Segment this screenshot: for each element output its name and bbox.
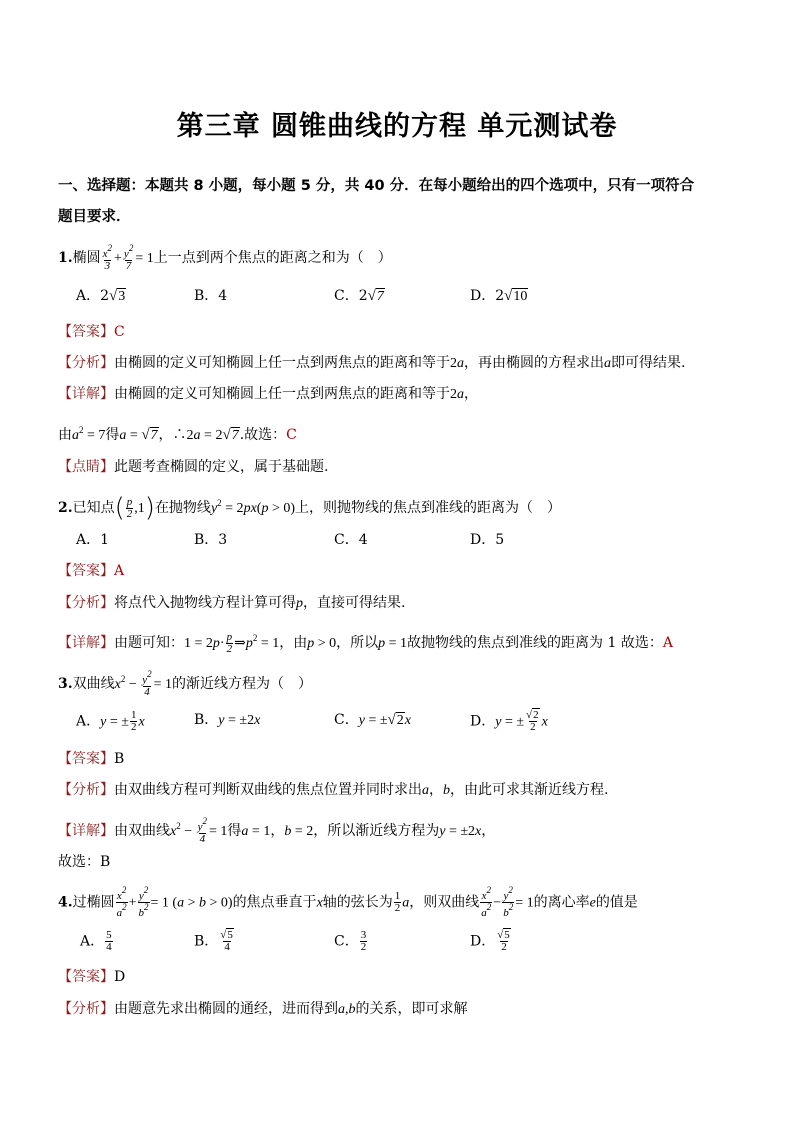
analysis-line: 【分析】将点代入抛物线方程计算可得p，直接可得结果. — [58, 595, 406, 611]
option-d[interactable]: D．y = ± $\frac{√2}{2}$ x — [470, 709, 548, 733]
option-b[interactable]: B． $\frac{√5}{4}$ — [194, 929, 233, 953]
option-b[interactable]: B．y = ±2x — [194, 712, 261, 728]
detail-line-2: 由$a^2 = 7$得a = √7，∴2a = 2√7.故选：C — [58, 425, 297, 443]
detail-line: 【详解】由双曲线$x^2$ − $\frac{y^2}{4}$ = 1得a = 1，b = 2，所以渐近线方程为y = ±2x， — [58, 816, 496, 845]
math-fraction: $\frac{x^2}{3}$ — [102, 243, 113, 272]
option-c[interactable]: C．2√7 — [334, 288, 384, 304]
option-b[interactable]: B．3 — [194, 532, 228, 548]
answer-line: 【答案】D — [58, 969, 126, 985]
option-a[interactable]: A．y = ± $\frac{1}{2}$ x — [76, 709, 145, 733]
option-d[interactable]: D．2√10 — [470, 288, 528, 304]
section-heading-line1: 一、选择题：本题共 8 小题，每小题 5 分，共 40 分．在每小题给出的四个选项中，只有一项符合 — [58, 178, 695, 194]
math-fraction: $\frac{y^2}{7}$ — [123, 243, 134, 272]
option-c[interactable]: C． $\frac{3}{2}$ — [334, 929, 367, 953]
option-d[interactable]: D．5 — [470, 532, 505, 548]
option-c[interactable]: C．y = ±√2x — [334, 712, 411, 728]
page-title: 第三章 圆锥曲线的方程 单元测试卷 — [176, 111, 618, 142]
question-number: 2. — [58, 500, 73, 516]
answer-line: 【答案】A — [58, 563, 125, 579]
option-a[interactable]: A．2√3 — [76, 288, 126, 304]
note-line: 【点睛】此题考查椭圆的定义，属于基础题. — [58, 459, 329, 475]
answer-line: 【答案】C — [58, 324, 125, 340]
question-number: 3. — [58, 676, 73, 692]
analysis-line: 【分析】由题意先求出椭圆的通经，进而得到a,b的关系，即可求解 — [58, 1001, 468, 1017]
answer-line: 【答案】B — [58, 751, 125, 767]
analysis-line: 【分析】由双曲线方程可判断双曲线的焦点位置并同时求出a，b，由此可求其渐近线方程. — [58, 782, 609, 798]
detail-line: 【详解】由题可知：1 = 2p· $\frac{p}{2}$ $\Rightarrow p^2 = 1$，由p > 0，所以p = 1故抛物线的焦点到准线的距离为 1 故选：A — [58, 630, 673, 655]
question-3: 3.双曲线$x^2$ − $\frac{y^2}{4}$ = 1的渐近线方程为（ ） — [58, 669, 313, 698]
detail-line: 【详解】由椭圆的定义可知椭圆上任一点到两焦点的距离和等于2a， — [58, 386, 478, 402]
question-4: 4.过椭圆 $\frac{x^2}{a^2}$ + $\frac{y^2}{b^2}$ = 1 (a > b > 0)的焦点垂直于x轴的弦长为 $\frac{1}{2}$ a，则双曲线 $\frac{x^2}{a^2}$ − $\frac{y^2}{b^2}$ = 1的离心率e的值是 — [58, 885, 638, 919]
analysis-line: 【分析】由椭圆的定义可知椭圆上任一点到两焦点的距离和等于2a，再由椭圆的方程求出a即可得结果. — [58, 355, 686, 371]
option-d[interactable]: D． $\frac{√5}{2}$ — [470, 929, 510, 953]
option-a[interactable]: A．1 — [76, 532, 110, 548]
question-number: 4. — [58, 894, 73, 911]
detail-line-2: 故选：B — [58, 854, 111, 870]
question-2: 2.已知点( $\frac{p}{2}$ ,1)在抛物线$y^2 = 2px(p > 0)$上，则抛物线的焦点到准线的距离为（ ） — [58, 493, 562, 523]
option-a[interactable]: A． $\frac{5}{4}$ — [80, 929, 112, 953]
option-c[interactable]: C．4 — [334, 532, 368, 548]
question-1: 1.椭圆 $\frac{x^2}{3}$ + $\frac{y^2}{7}$ = 1上一点到两个焦点的距离之和为（ ） — [58, 243, 392, 272]
option-b[interactable]: B．4 — [194, 288, 228, 304]
section-heading-line2: 题目要求． — [58, 209, 131, 225]
question-number: 1. — [58, 250, 73, 266]
